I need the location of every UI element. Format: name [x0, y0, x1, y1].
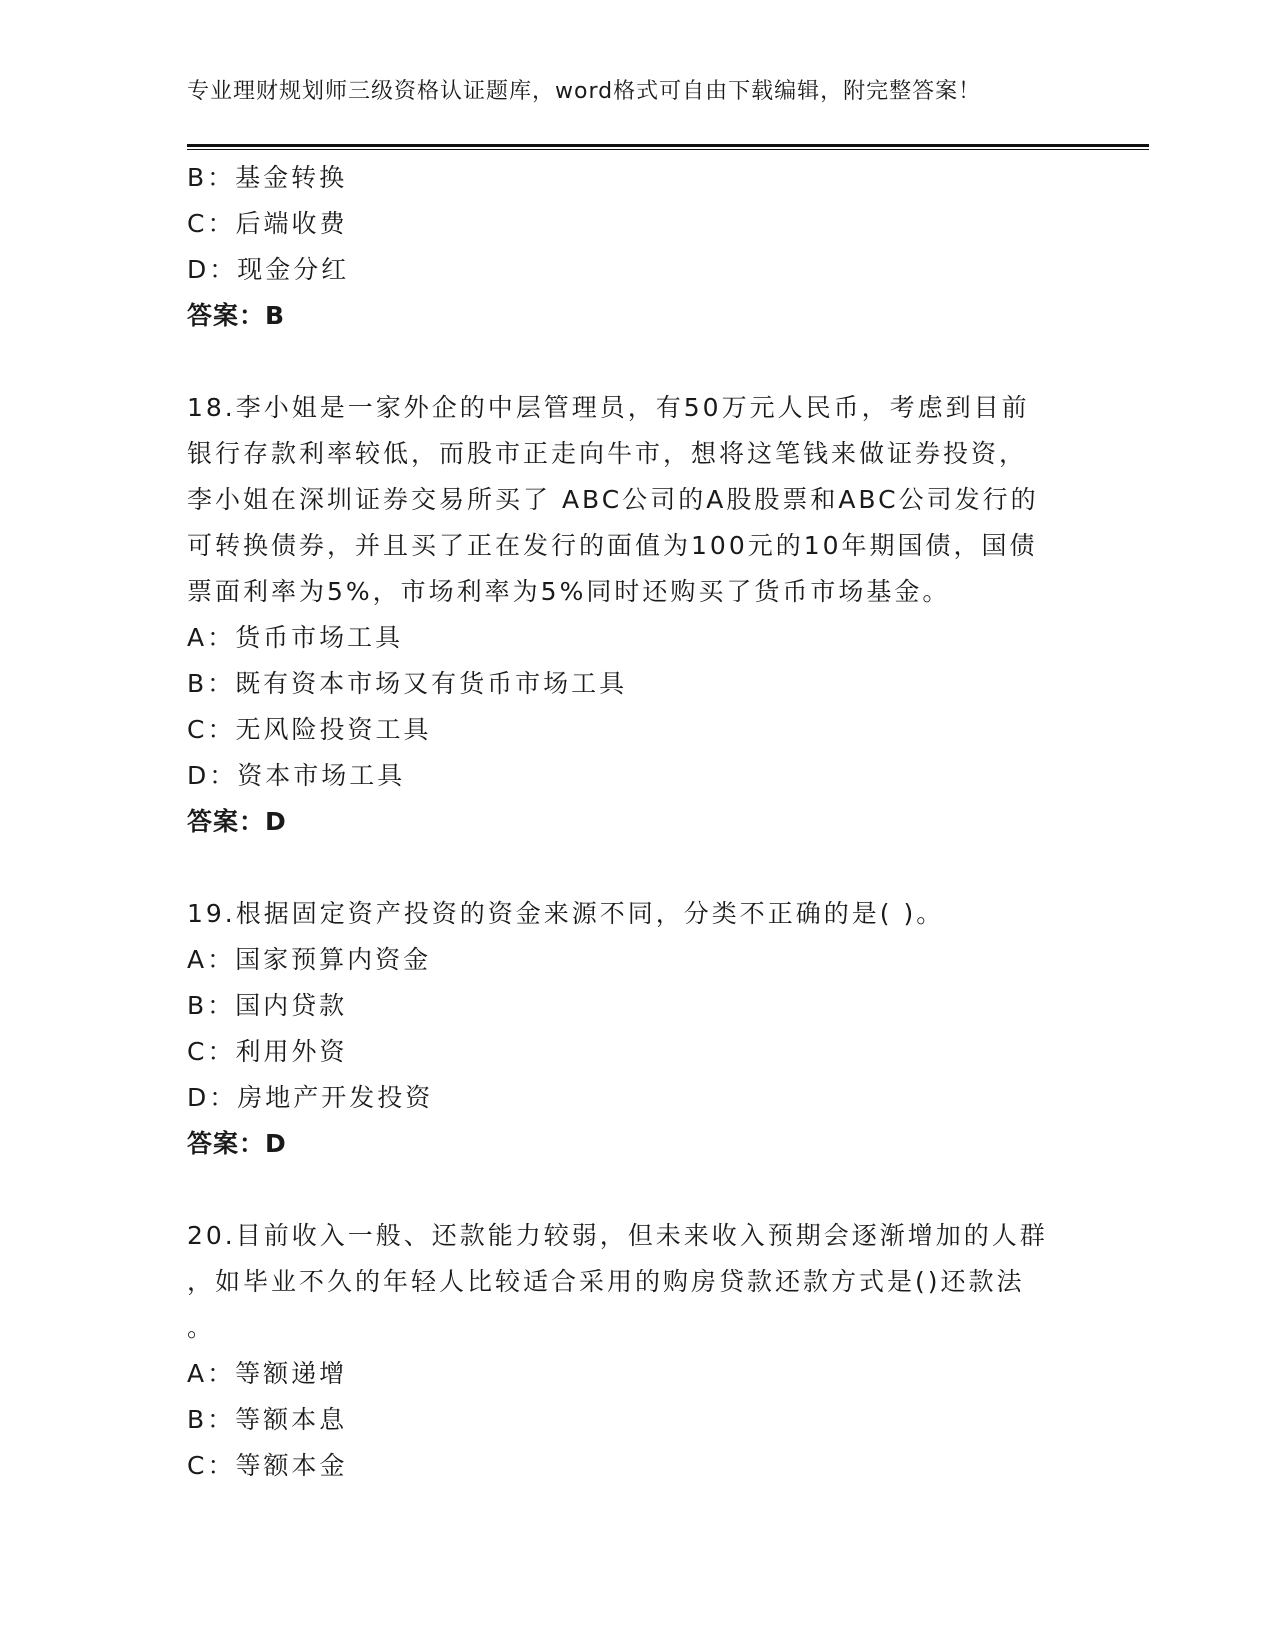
option-a: A：国家预算内资金 [187, 945, 432, 974]
option-b: B：基金转换 [187, 163, 348, 192]
answer-line: 答案：B [187, 301, 286, 330]
question-stem-line: 银行存款利率较低，而股市正走向牛市，想将这笔钱来做证券投资， [187, 439, 1028, 468]
answer-line: 答案：D [187, 1129, 287, 1158]
option-c: C：无风险投资工具 [187, 715, 432, 744]
option-c: C：利用外资 [187, 1037, 348, 1066]
question-stem-line: 。 [187, 1313, 216, 1342]
option-d: D：现金分红 [187, 255, 350, 284]
option-a: A：等额递增 [187, 1359, 348, 1388]
option-d: D：资本市场工具 [187, 761, 406, 790]
question-stem-line: ，如毕业不久的年轻人比较适合采用的购房贷款还款方式是()还款法 [187, 1267, 1025, 1296]
question-17 [187, 155, 1107, 339]
question-20 [187, 1213, 1107, 1489]
header-rule-thin [187, 149, 1149, 150]
option-b: B：国内贷款 [187, 991, 348, 1020]
question-19 [187, 891, 1107, 1167]
option-b: B：等额本息 [187, 1405, 348, 1434]
question-stem-line: 18.李小姐是一家外企的中层管理员，有50万元人民币，考虑到目前 [187, 393, 1030, 422]
question-18 [187, 385, 1107, 845]
question-stem-line: 19.根据固定资产投资的资金来源不同，分类不正确的是( )。 [187, 899, 945, 928]
option-d: D：房地产开发投资 [187, 1083, 434, 1112]
option-b: B：既有资本市场又有货币市场工具 [187, 669, 628, 698]
page-header: 专业理财规划师三级资格认证题库，word格式可自由下载编辑，附完整答案！ [187, 79, 982, 104]
option-a: A：货币市场工具 [187, 623, 404, 652]
answer-line: 答案：D [187, 807, 287, 836]
question-stem-line: 票面利率为5%，市场利率为5%同时还购买了货币市场基金。 [187, 577, 951, 606]
header-rule-thick [187, 144, 1149, 147]
question-stem-line: 李小姐在深圳证券交易所买了 ABC公司的A股股票和ABC公司发行的 [187, 485, 1039, 514]
spacer [187, 1167, 1107, 1213]
option-c: C：后端收费 [187, 209, 348, 238]
spacer [187, 845, 1107, 891]
question-stem-line: 20.目前收入一般、还款能力较弱，但未来收入预期会逐渐增加的人群 [187, 1221, 1048, 1250]
spacer [187, 339, 1107, 385]
option-c: C：等额本金 [187, 1451, 348, 1480]
question-stem-line: 可转换债券，并且买了正在发行的面值为100元的10年期国债，国债 [187, 531, 1038, 560]
question-content [187, 155, 1107, 1489]
